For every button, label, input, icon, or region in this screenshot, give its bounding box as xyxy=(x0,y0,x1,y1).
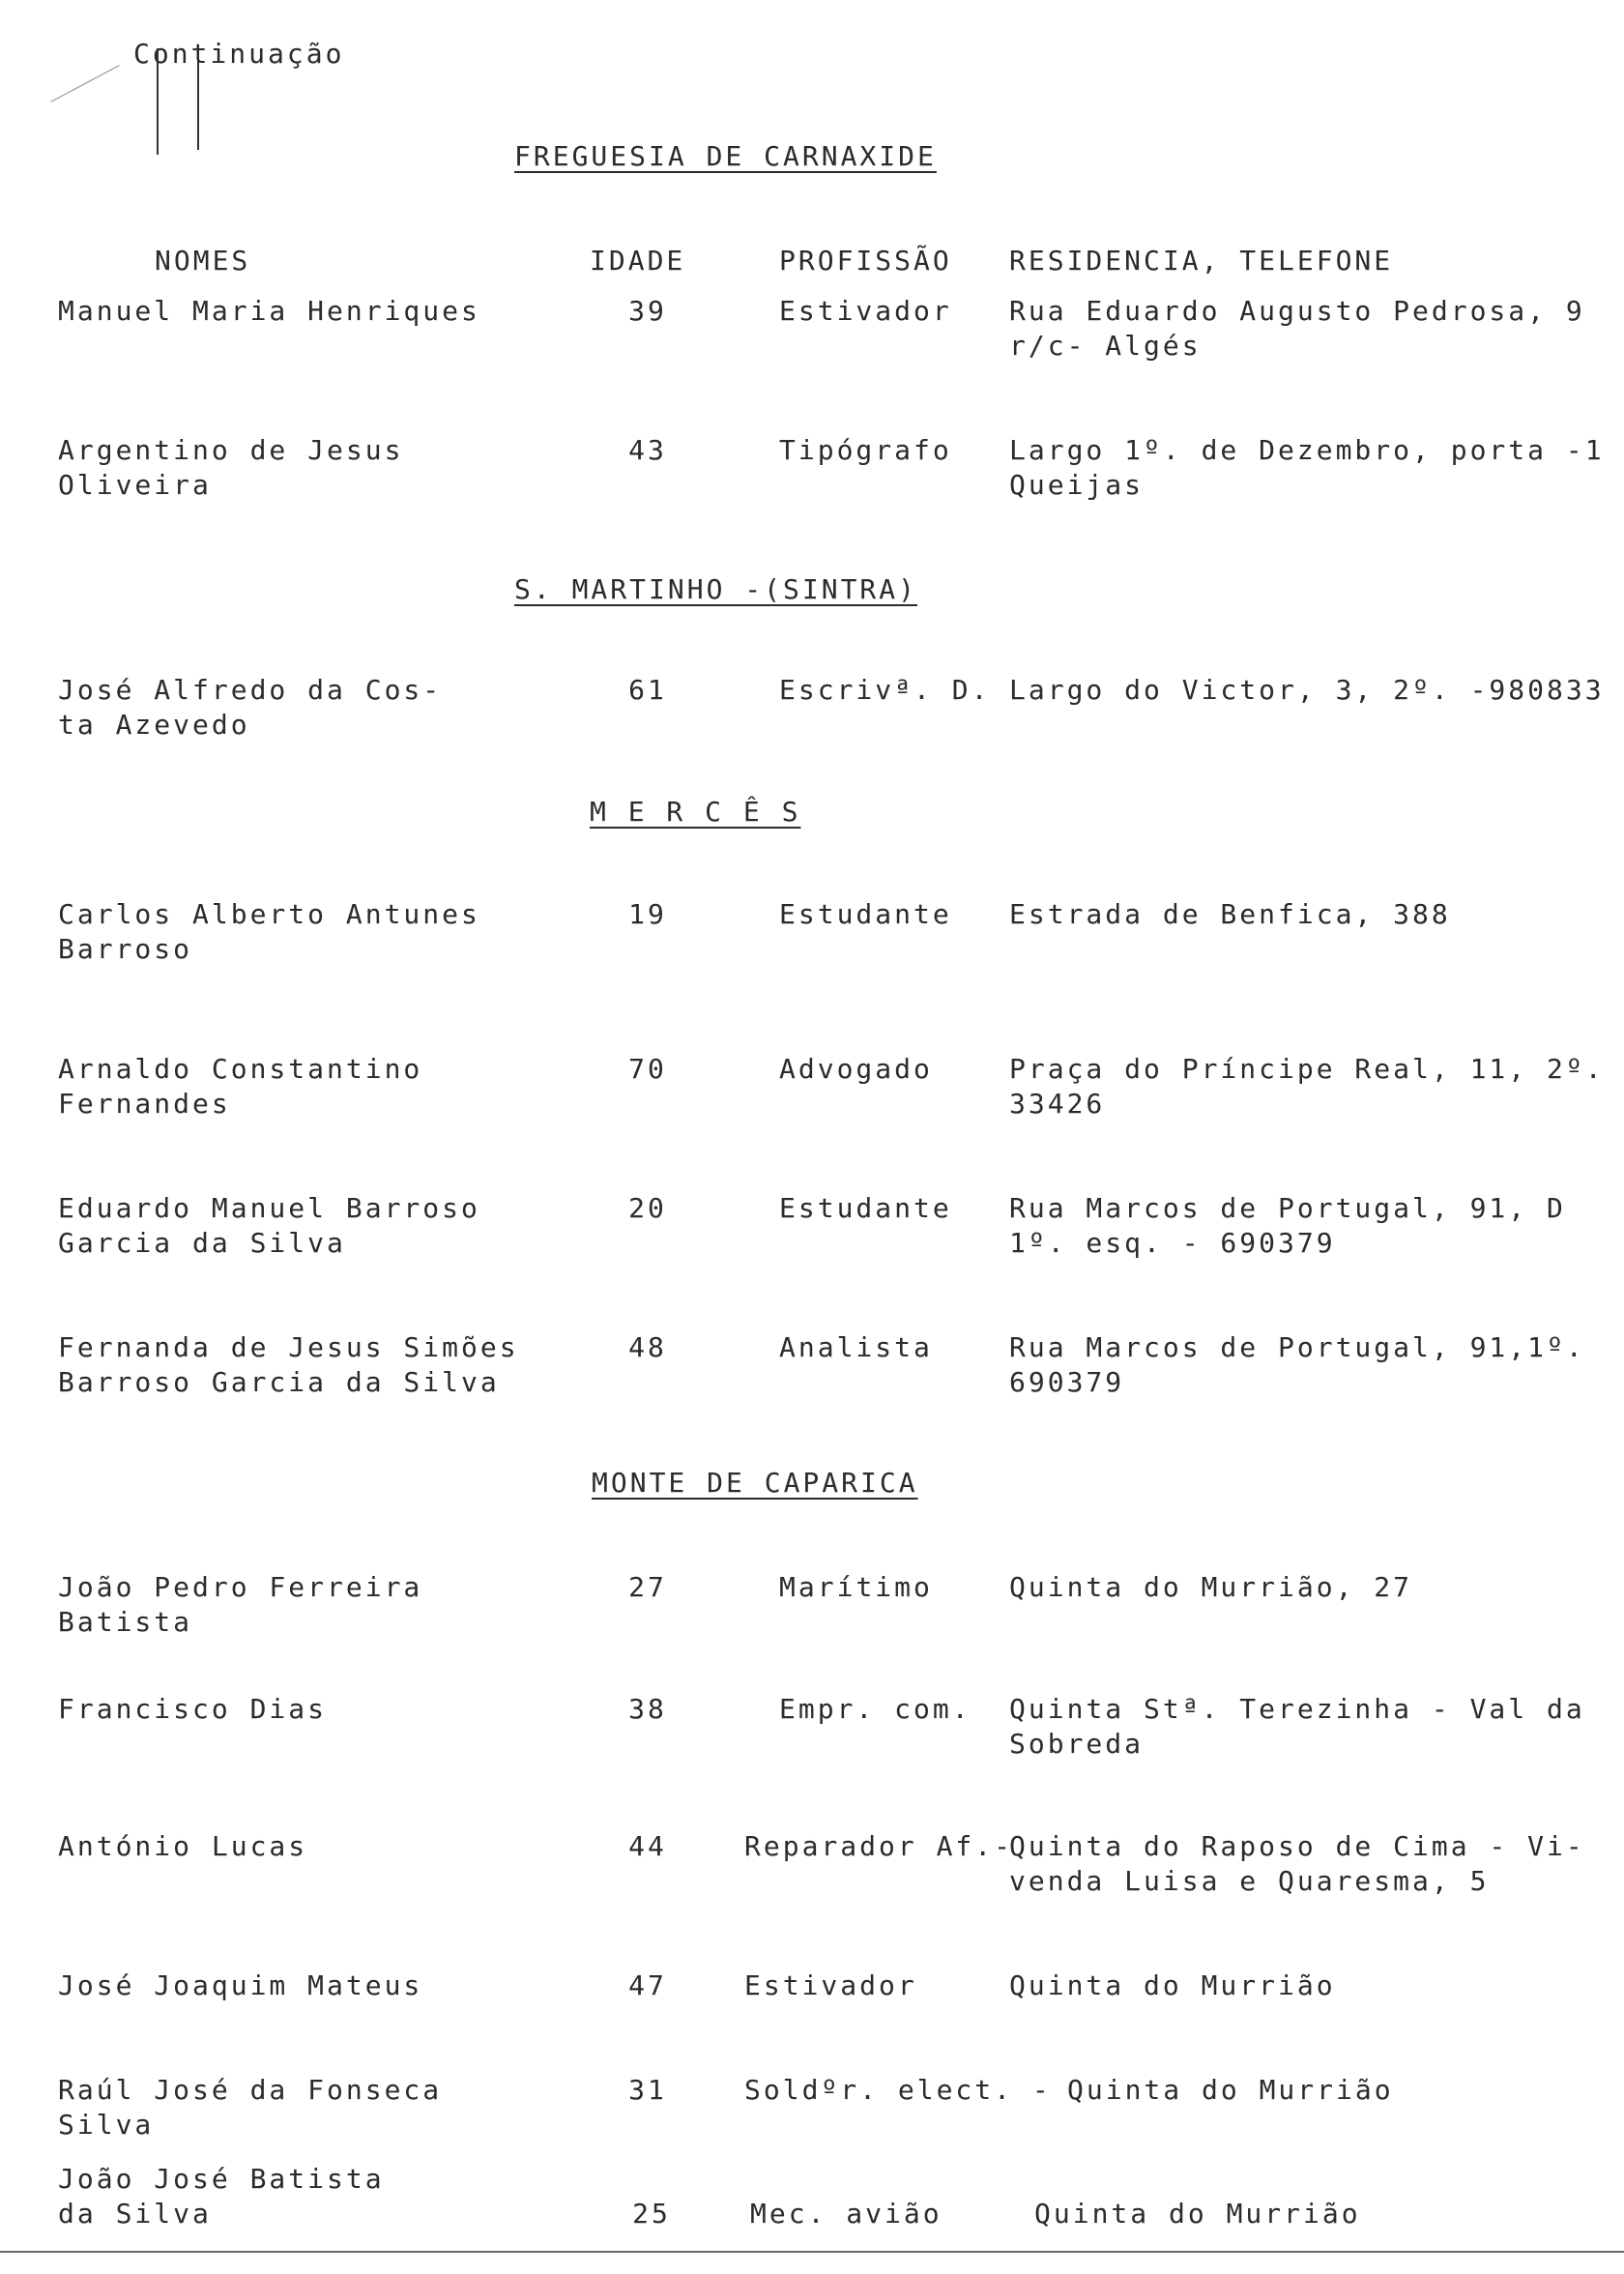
entry-name: Garcia da Silva xyxy=(58,1227,346,1259)
entry-residence: Quinta do Murrião xyxy=(1034,2198,1361,2230)
entry-profession: Empr. com. xyxy=(779,1693,972,1725)
entry-age: 39 xyxy=(628,295,667,327)
entry-profession: Escrivª. D. xyxy=(779,674,991,706)
entry-residence: venda Luisa e Quaresma, 5 xyxy=(1009,1865,1490,1897)
entry-residence: 690379 xyxy=(1009,1366,1125,1398)
entry-profession: Estudante xyxy=(779,1192,952,1224)
entry-residence: Rua Eduardo Augusto Pedrosa, 9 xyxy=(1009,295,1585,327)
entry-profession: Advogado xyxy=(779,1053,933,1085)
section-title: M E R C Ê S xyxy=(590,796,801,828)
entry-name: João Pedro Ferreira xyxy=(58,1571,423,1603)
entry-residence: Quinta Stª. Terezinha - Val da xyxy=(1009,1693,1585,1725)
section-title: FREGUESIA DE CARNAXIDE xyxy=(514,140,937,172)
column-header-age: IDADE xyxy=(590,245,686,277)
entry-name: Batista xyxy=(58,1606,193,1638)
entry-name: Barroso Garcia da Silva xyxy=(58,1366,500,1398)
entry-age: 61 xyxy=(628,674,667,706)
entry-name: ta Azevedo xyxy=(58,709,250,741)
entry-profession: Analista xyxy=(779,1331,933,1363)
entry-profession: Estivador xyxy=(779,295,952,327)
column-header-profession: PROFISSÃO xyxy=(779,245,952,277)
page-bottom-rule xyxy=(0,2251,1624,2253)
entry-residence: Quinta do Raposo de Cima - Vi- xyxy=(1009,1830,1585,1862)
entry-name: Argentino de Jesus xyxy=(58,434,404,466)
entry-name: Fernandes xyxy=(58,1088,231,1120)
entry-name: José Joaquim Mateus xyxy=(58,1969,423,2001)
entry-age: 44 xyxy=(628,1830,667,1862)
entry-name: João José Batista xyxy=(58,2163,385,2195)
entry-name: Barroso xyxy=(58,933,193,965)
entry-residence: Queijas xyxy=(1009,469,1145,501)
entry-residence: Praça do Príncipe Real, 11, 2º. xyxy=(1009,1053,1605,1085)
column-header-names: NOMES xyxy=(155,245,251,277)
entry-name: Fernanda de Jesus Simões xyxy=(58,1331,519,1363)
section-title: S. MARTINHO -(SINTRA) xyxy=(514,573,918,605)
entry-age: 38 xyxy=(628,1693,667,1725)
entry-age: 31 xyxy=(628,2074,667,2106)
column-header-residence: RESIDENCIA, TELEFONE xyxy=(1009,245,1394,277)
entry-name: Eduardo Manuel Barroso xyxy=(58,1192,480,1224)
entry-age: 48 xyxy=(628,1331,667,1363)
entry-profession: Soldºr. elect. - xyxy=(744,2074,1052,2106)
entry-name: Raúl José da Fonseca xyxy=(58,2074,443,2106)
section-title: MONTE DE CAPARICA xyxy=(592,1467,918,1499)
entry-residence: r/c- Algés xyxy=(1009,330,1202,362)
entry-name: Arnaldo Constantino xyxy=(58,1053,423,1085)
entry-age: 47 xyxy=(628,1969,667,2001)
continuation-label: Continuação xyxy=(133,38,345,70)
entry-residence: Rua Marcos de Portugal, 91,1º. xyxy=(1009,1331,1585,1363)
entry-name: António Lucas xyxy=(58,1830,308,1862)
entry-residence: Quinta do Murrião xyxy=(1009,1969,1336,2001)
entry-age: 27 xyxy=(628,1571,667,1603)
entry-age: 20 xyxy=(628,1192,667,1224)
entry-residence: Rua Marcos de Portugal, 91, D xyxy=(1009,1192,1566,1224)
entry-residence: Quinta do Murrião, 27 xyxy=(1009,1571,1413,1603)
entry-profession: Reparador Af.- xyxy=(744,1830,1014,1862)
entry-name: Francisco Dias xyxy=(58,1693,328,1725)
entry-profession: Tipógrafo xyxy=(779,434,952,466)
entry-name: Oliveira xyxy=(58,469,212,501)
entry-residence: Sobreda xyxy=(1009,1728,1145,1760)
entry-residence: Largo do Victor, 3, 2º. -980833 xyxy=(1009,674,1605,706)
entry-residence: Estrada de Benfica, 388 xyxy=(1009,898,1451,930)
entry-residence: Largo 1º. de Dezembro, porta -1 xyxy=(1009,434,1605,466)
entry-age: 19 xyxy=(628,898,667,930)
entry-profession: Estivador xyxy=(744,1969,917,2001)
entry-age: 70 xyxy=(628,1053,667,1085)
entry-name: Silva xyxy=(58,2109,155,2141)
entry-age: 43 xyxy=(628,434,667,466)
entry-profession: Mec. avião xyxy=(750,2198,942,2230)
entry-name: Manuel Maria Henriques xyxy=(58,295,480,327)
entry-name: Carlos Alberto Antunes xyxy=(58,898,480,930)
entry-name: José Alfredo da Cos- xyxy=(58,674,443,706)
entry-profession: Estudante xyxy=(779,898,952,930)
entry-name: da Silva xyxy=(58,2198,212,2230)
entry-profession: Marítimo xyxy=(779,1571,933,1603)
entry-residence: Quinta do Murrião xyxy=(1067,2074,1394,2106)
entry-age: 25 xyxy=(632,2198,671,2230)
entry-residence: 1º. esq. - 690379 xyxy=(1009,1227,1336,1259)
entry-residence: 33426 xyxy=(1009,1088,1106,1120)
margin-pen-stroke xyxy=(50,65,119,102)
